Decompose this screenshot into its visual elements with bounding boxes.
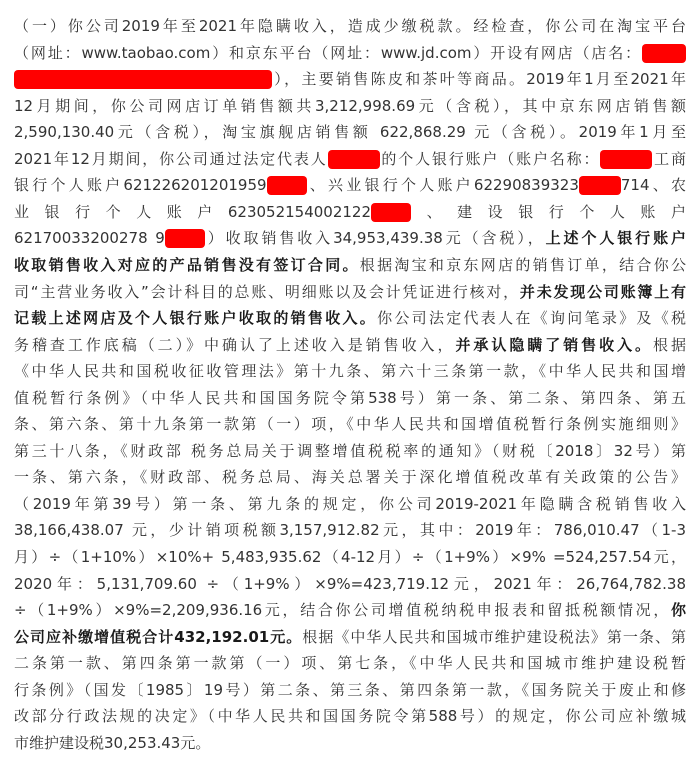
text-run: ）收取销售收入34,953,439.38元（含税）， xyxy=(204,229,546,248)
text-line xyxy=(14,731,686,755)
text-line xyxy=(14,41,686,65)
bold-text-run: 上述个人银行账户 xyxy=(545,229,686,248)
bold-text-run: 公司应补缴增值税合计432,192.01元。 xyxy=(14,627,303,646)
text-line xyxy=(14,120,686,144)
redaction-mark xyxy=(600,150,652,169)
text-run: 司“主营业务收入”会计科目的总账、明细账以及会计凭证进行核对， xyxy=(14,282,520,301)
text-run: 、建设银行个人账户 xyxy=(411,202,686,221)
text-run: 你公司法定代表人在《询问笔录》及《税 xyxy=(377,309,686,328)
text-line xyxy=(14,625,686,649)
text-line xyxy=(14,465,686,489)
text-line xyxy=(14,439,686,463)
text-run: 62170033200278 9 xyxy=(14,229,165,248)
text-line xyxy=(14,518,686,542)
text-line xyxy=(14,94,686,118)
text-run: 一条、第六条，《财政部、税务总局、海关总署关于深化增值税改革有关政策的公告》 xyxy=(14,468,686,487)
text-line xyxy=(14,147,686,171)
text-line xyxy=(14,14,686,38)
text-line xyxy=(14,704,686,728)
text-line xyxy=(14,226,686,250)
text-run: 714、农 xyxy=(620,176,686,195)
text-run: 业银行个人账户623052154002122 xyxy=(14,202,372,221)
text-run: （2019年第39号）第一条、第九条的规定，你公司2019-2021年隐瞒含税销售收入 xyxy=(14,494,686,513)
text-run: 根据《中华人民共和国城市维护建设税法》第一条、第 xyxy=(302,627,686,646)
text-line xyxy=(14,386,686,410)
text-run: 《中华人民共和国税收征收管理法》第十九条、第六十三条第一款，《中华人民共和国增 xyxy=(14,362,686,381)
text-line xyxy=(14,333,686,357)
text-line xyxy=(14,412,686,436)
redaction-mark xyxy=(642,44,686,63)
text-run: 、兴业银行个人账户62290839323 xyxy=(306,176,579,195)
text-run: 银行个人账户621226201201959 xyxy=(14,176,267,195)
text-line xyxy=(14,678,686,702)
text-line xyxy=(14,67,686,91)
redaction-mark xyxy=(371,203,411,222)
text-run: （网址：www.taobao.com）和京东平台（网址：www.jd.com）开设有网店（店名： xyxy=(14,43,642,62)
text-run: 务稽查工作底稿（二）》中确认了上述收入是销售收入， xyxy=(14,335,456,354)
bold-text-run: 并未发现公司账簿上有 xyxy=(519,282,686,301)
text-run: 行条例》（国发〔1985〕19号）第二条、第三条、第四条第一款，《国务院关于废止和修 xyxy=(14,680,686,699)
text-line xyxy=(14,173,686,197)
redaction-mark xyxy=(165,229,205,248)
text-run: 2020年：5,131,709.60 ÷（1+9%）×9%=423,719.12元，2021年：26,764,782.38 xyxy=(14,574,686,593)
text-run: 二条第一款、第四条第一款第（一）项、第七条，《中华人民共和国城市维护建设税暂 xyxy=(14,654,686,673)
redaction-mark xyxy=(14,70,272,89)
text-line xyxy=(14,253,686,277)
bold-text-run: 记载上述网店及个人银行账户收取的销售收入。 xyxy=(14,309,378,328)
text-run: （一）你公司2019年至2021年隐瞒收入，造成少缴税款。经检查，你公司在淘宝平台 xyxy=(14,17,686,35)
text-run: ÷（1+9%）×9%=2,209,936.16元，结合你公司增值税纳税申报表和留抵税额情况， xyxy=(14,601,671,620)
text-run: 改部分行政法规的决定》（中华人民共和国国务院令第588号）的规定，你公司应补缴城 xyxy=(14,707,686,726)
text-run: 38,166,438.07 元，少计销项税额3,157,912.82元，其中：2019年：786,010.47（1-3 xyxy=(14,521,686,540)
redaction-mark xyxy=(267,176,307,195)
text-line xyxy=(14,280,686,304)
text-run: 市维护建设税30,253.43元。 xyxy=(14,733,211,752)
text-run: 2021年12月期间，你公司通过法定代表人 xyxy=(14,149,328,168)
text-line xyxy=(14,492,686,516)
redaction-mark xyxy=(328,150,380,169)
text-line xyxy=(14,359,686,383)
text-run: 工商 xyxy=(652,149,686,168)
text-run: 12月期间，你公司网店订单销售额共3,212,998.69元（含税），其中京东网店销售额 xyxy=(14,96,686,115)
text-run: ），主要销售陈皮和茶叶等商品。2019年1月至2021年 xyxy=(272,70,686,89)
bold-text-run: 你 xyxy=(670,601,686,620)
redaction-mark xyxy=(579,176,621,195)
bold-text-run: 收取销售收入对应的产品销售没有签订合同。 xyxy=(14,255,360,274)
text-run: 2,590,130.40元（含税），淘宝旗舰店销售额 622,868.29 元（含税）。2019年1月至 xyxy=(14,123,686,142)
text-line xyxy=(14,545,686,569)
text-run: 根据 xyxy=(653,335,686,354)
bold-text-run: 并承认隐瞒了销售收入。 xyxy=(455,335,654,354)
text-run: 条、第六条、第十九条第一款第（一）项，《中华人民共和国增值税暂行条例实施细则》 xyxy=(14,415,686,434)
text-run: 根据淘宝和京东网店的销售订单，结合你公 xyxy=(359,255,686,274)
text-line xyxy=(14,200,686,224)
text-run: 第三十八条，《财政部 税务总局关于调整增值税税率的通知》（财税〔2018〕32号）第 xyxy=(14,441,686,460)
text-line xyxy=(14,598,686,622)
text-line xyxy=(14,572,686,596)
text-run: 值税暂行条例》（中华人民共和国国务院令第538号）第一条、第二条、第四条、第五 xyxy=(14,388,686,407)
text-run: 的个人银行账户（账户名称： xyxy=(379,149,601,168)
text-line xyxy=(14,651,686,675)
text-line xyxy=(14,306,686,330)
text-run: 月）÷（1+10%）×10%+ 5,483,935.62（4-12月）÷（1+9%）×9% =524,257.54元， xyxy=(14,548,686,566)
